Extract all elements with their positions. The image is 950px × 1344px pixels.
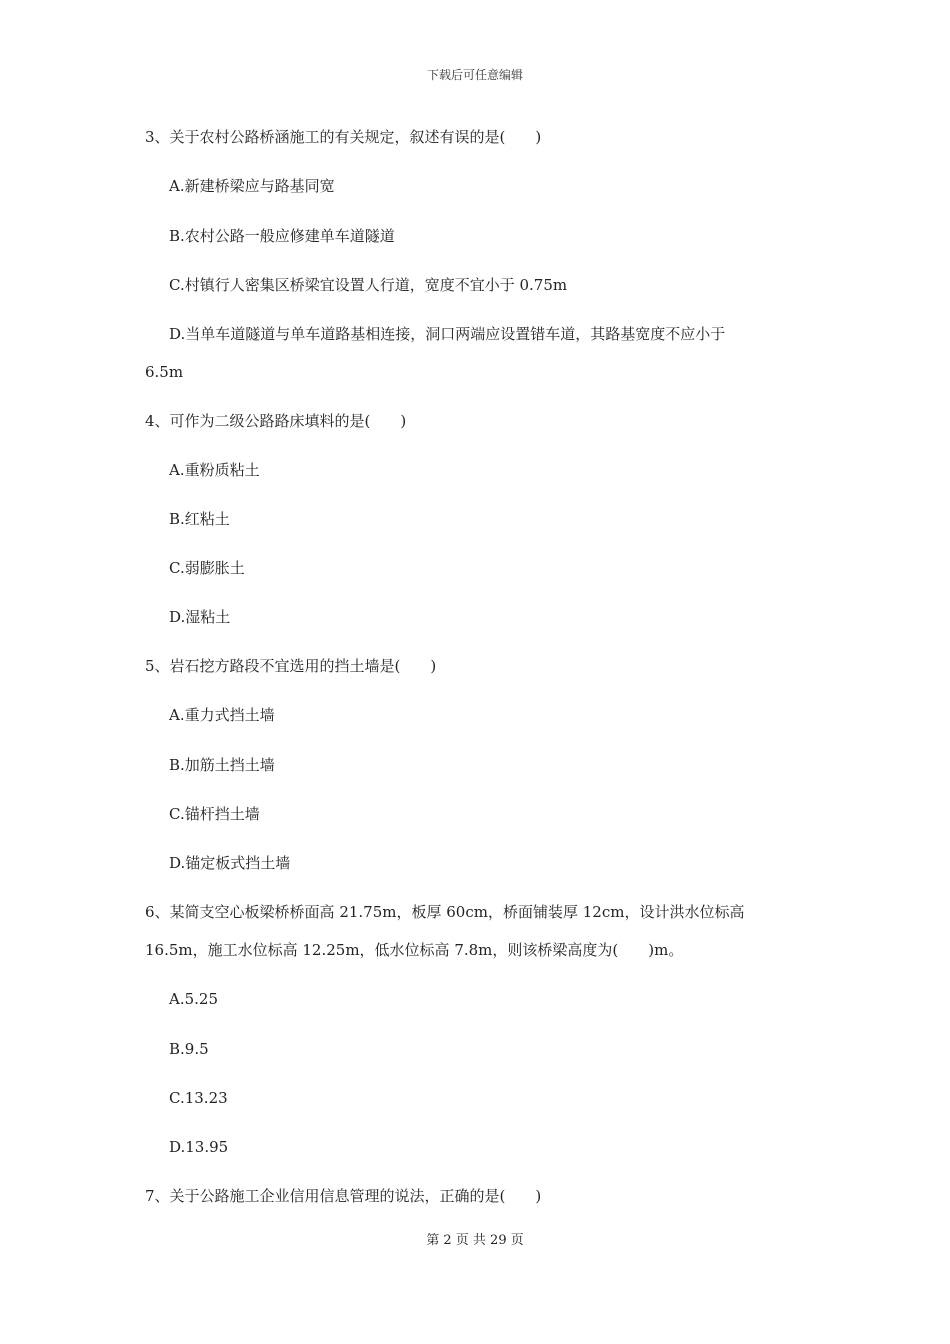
question-7-stem: 7、关于公路施工企业信用信息管理的说法，正确的是( )	[145, 1187, 542, 1205]
question-6-option-a: A.5.25	[169, 990, 218, 1008]
question-6-option-c: C.13.23	[169, 1089, 228, 1107]
question-3-stem: 3、关于农村公路桥涵施工的有关规定，叙述有误的是( )	[145, 128, 542, 146]
question-6-option-b: B.9.5	[169, 1040, 209, 1058]
page-header: 下载后可任意编辑	[426, 68, 523, 82]
question-5-option-a: A.重力式挡土墙	[169, 706, 275, 724]
question-4-option-d: D.湿粘土	[169, 608, 231, 626]
question-4-option-a: A.重粉质粘土	[169, 461, 260, 479]
question-6-stem-continued: 16.5m，施工水位标高 12.25m，低水位标高 7.8m，则该桥梁高度为( )m。	[145, 941, 684, 959]
question-3-option-c: C.村镇行人密集区桥梁宜设置人行道，宽度不宜小于 0.75m	[169, 276, 568, 294]
question-5-option-d: D.锚定板式挡土墙	[169, 854, 291, 872]
question-5-option-b: B.加筋土挡土墙	[169, 756, 275, 774]
question-5-stem: 5、岩石挖方路段不宜选用的挡土墙是( )	[145, 657, 437, 675]
question-5-option-c: C.锚杆挡土墙	[169, 805, 260, 823]
question-3-option-b: B.农村公路一般应修建单车道隧道	[169, 227, 395, 245]
page-footer: 第 2 页 共 29 页	[426, 1233, 524, 1248]
question-3-option-a: A.新建桥梁应与路基同宽	[169, 177, 335, 195]
question-4-stem: 4、可作为二级公路路床填料的是( )	[145, 412, 407, 430]
question-6-option-d: D.13.95	[169, 1138, 229, 1156]
question-4-option-c: C.弱膨胀土	[169, 559, 245, 577]
question-3-option-d: D.当单车道隧道与单车道路基相连接，洞口两端应设置错车道，其路基宽度不应小于	[169, 325, 726, 343]
question-4-option-b: B.红粘土	[169, 510, 230, 528]
question-6-stem: 6、某简支空心板梁桥桥面高 21.75m，板厚 60cm，桥面铺装厚 12cm，设计洪水位标高	[145, 903, 745, 921]
question-3-option-d-continued: 6.5m	[145, 363, 184, 381]
